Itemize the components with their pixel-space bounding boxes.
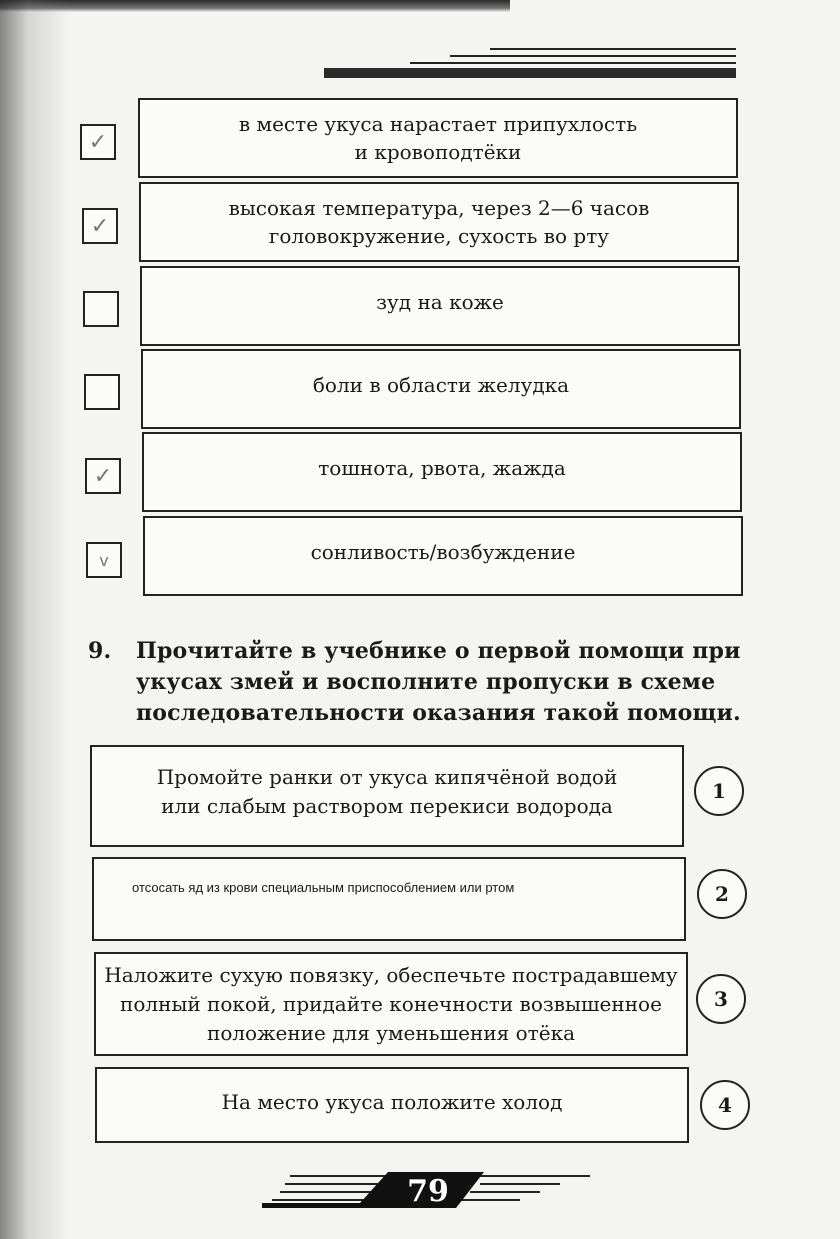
symptom-box-3 — [140, 266, 740, 346]
step-text: Наложите сухую повязку, обеспечьте пострадавшему — [104, 962, 678, 987]
step-text: или слабым раствором перекиси водорода — [161, 794, 613, 818]
symptom-text: в месте укуса нарастает припухлость — [238, 112, 638, 136]
symptom-text: головокружение, сухость во рту — [268, 224, 610, 248]
step-box-4 — [95, 1067, 689, 1143]
symptom-text: и кровоподтёки — [354, 140, 522, 164]
step-answer-text: отсосать яд из крови специальным приспособлением или ртом — [132, 880, 515, 895]
symptom-text: высокая температура, через 2—6 часов — [228, 196, 650, 220]
step-text: полный покой, придайте конечности возвышенное — [120, 991, 662, 1016]
step-text: Промойте ранки от укуса кипячёной водой — [156, 765, 618, 789]
symptom-box-6 — [143, 516, 743, 596]
symptom-text: сонливость/возбуждение — [310, 540, 576, 564]
step-text: На место укуса положите холод — [221, 1089, 563, 1114]
page-number: 79 — [407, 1174, 449, 1209]
symptom-checkbox-5[interactable]: ✓ — [85, 458, 121, 494]
symptom-text: тошнота, рвота, жажда — [318, 456, 566, 480]
step-box-3 — [94, 952, 688, 1056]
step-box-1 — [90, 745, 684, 847]
symptom-box-1 — [138, 98, 738, 178]
symptom-checkbox-6[interactable]: v — [86, 542, 122, 578]
symptom-checkbox-4[interactable] — [84, 374, 120, 410]
symptom-text: зуд на коже — [376, 290, 504, 314]
step-number-3: 3 — [696, 974, 746, 1024]
task-text: Прочитайте в учебнике о первой помощи при укусах змей и восполните пропуски в схеме последовательности оказания такой помощи. — [136, 638, 741, 726]
symptom-checkbox-3[interactable] — [83, 291, 119, 327]
step-number-4: 4 — [700, 1080, 750, 1130]
step-number-2: 2 — [697, 869, 747, 919]
symptom-box-5 — [142, 432, 742, 512]
symptom-box-4 — [141, 349, 741, 429]
step-text: положение для уменьшения отёка — [206, 1020, 575, 1045]
step-box-2-answer[interactable] — [92, 857, 686, 941]
symptom-checkbox-2[interactable]: ✓ — [82, 208, 118, 244]
step-number-1: 1 — [694, 766, 744, 816]
symptom-checkbox-1[interactable]: ✓ — [80, 124, 116, 160]
symptom-box-2 — [139, 182, 739, 262]
task-number: 9. — [88, 638, 112, 664]
symptom-text: боли в области желудка — [312, 373, 570, 397]
